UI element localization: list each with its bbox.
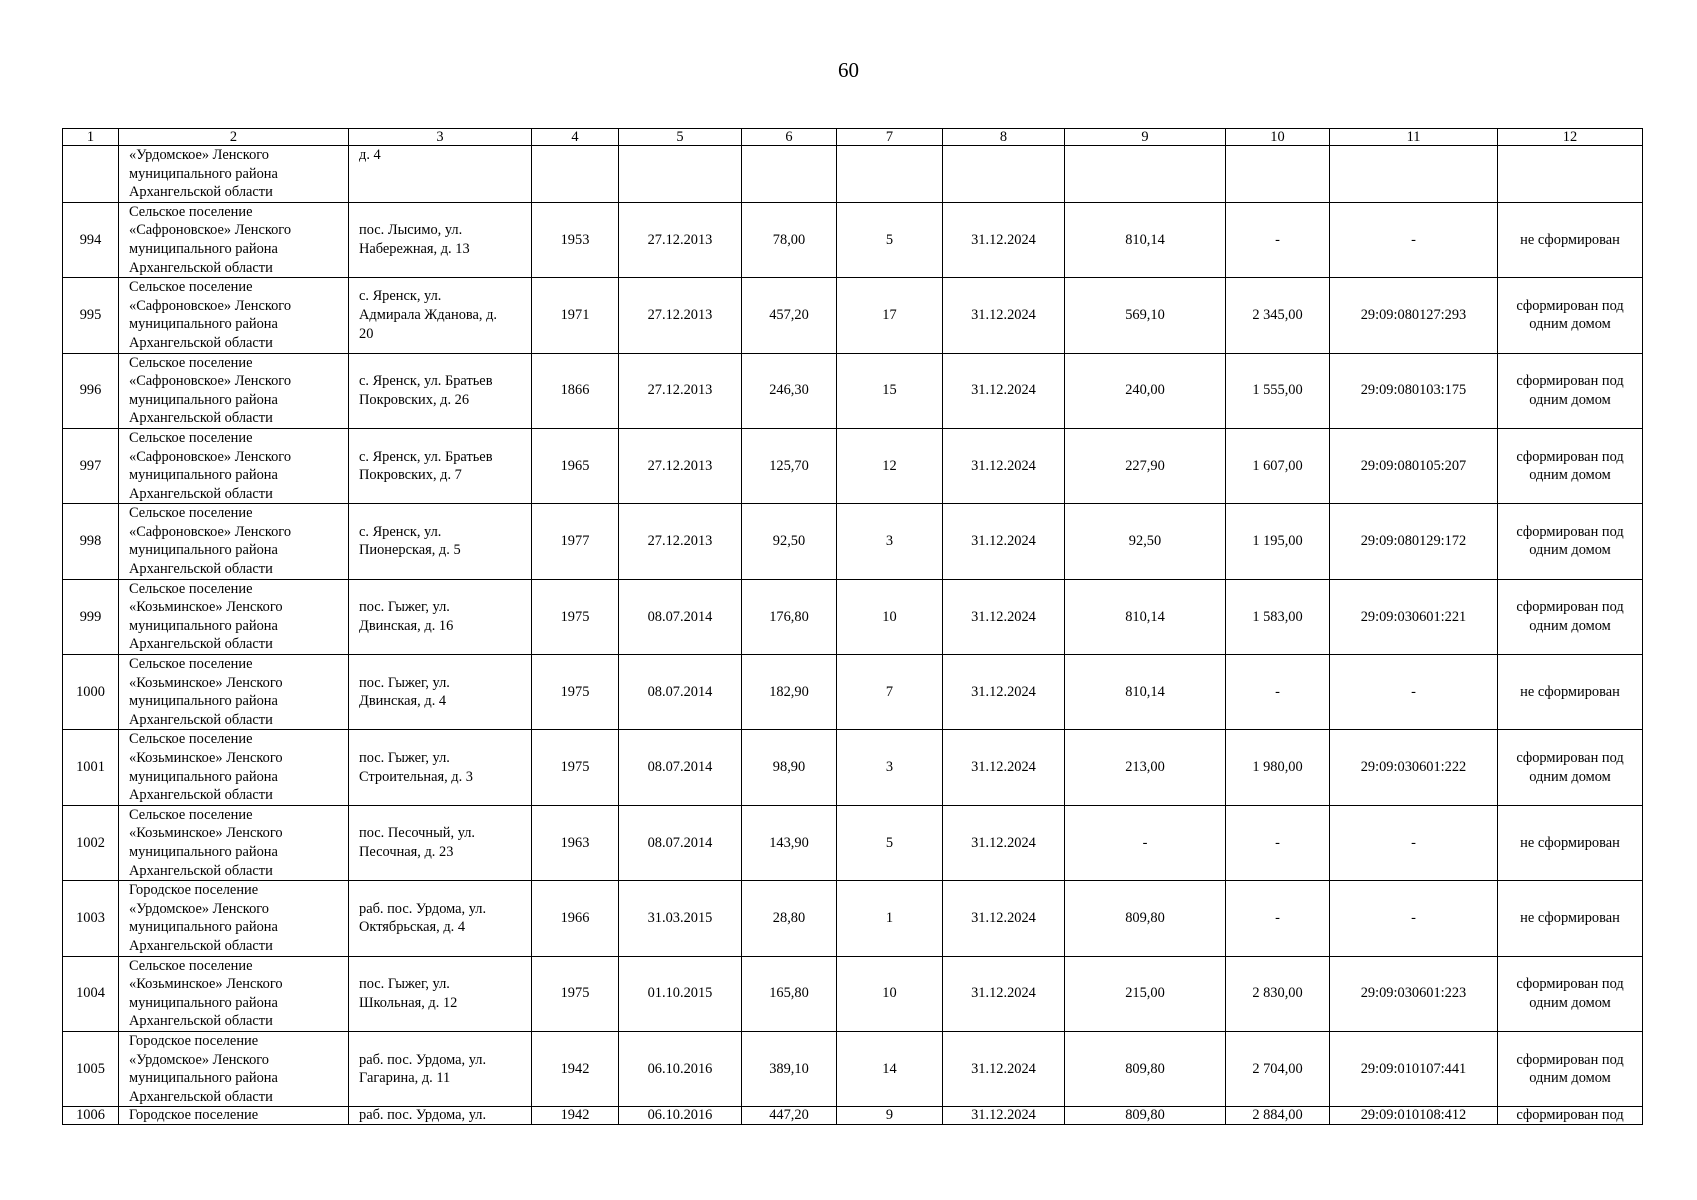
cell-year-built: 1977 bbox=[532, 504, 619, 579]
cell-land-area: 1 607,00 bbox=[1226, 428, 1330, 503]
cell-land-status bbox=[1498, 353, 1643, 428]
cell-residents: 12 bbox=[837, 428, 943, 503]
cell-number: 995 bbox=[63, 278, 119, 353]
cell-residents: 5 bbox=[837, 805, 943, 880]
cell-address bbox=[349, 202, 532, 277]
cell-number: 994 bbox=[63, 202, 119, 277]
column-header-10: 10 bbox=[1226, 129, 1330, 146]
cell-number: 998 bbox=[63, 504, 119, 579]
cell-cadastral-number: 29:09:080129:172 bbox=[1330, 504, 1498, 579]
cell-address-line: Набережная, д. 13 bbox=[359, 240, 470, 257]
cell-municipality bbox=[119, 579, 349, 654]
cell-land-area: - bbox=[1226, 881, 1330, 956]
cell-address-line: Покровских, д. 26 bbox=[359, 391, 470, 408]
cell-recognition-date: 27.12.2013 bbox=[619, 504, 742, 579]
cell-land-status-line: одним домом bbox=[1529, 467, 1611, 484]
cell-land-status-line: сформирован под bbox=[1516, 750, 1624, 766]
cell-municipality-line: Архангельской области bbox=[129, 259, 273, 276]
cell-address-line: Октябрьская, д. 4 bbox=[359, 919, 466, 936]
cell-year-built: 1965 bbox=[532, 428, 619, 503]
cell-planned-date: 31.12.2024 bbox=[943, 278, 1065, 353]
cell-municipality-line: Сельское поселение bbox=[129, 429, 253, 446]
cell-recognition-date: 01.10.2015 bbox=[619, 956, 742, 1031]
cell-year-built: 1866 bbox=[532, 353, 619, 428]
cell-year-built: 1975 bbox=[532, 655, 619, 730]
cell-address-line: Адмирала Жданова, д. bbox=[359, 307, 498, 324]
cell-address bbox=[349, 278, 532, 353]
cell-number: 1006 bbox=[63, 1107, 119, 1125]
cell-land-status bbox=[1498, 1031, 1643, 1106]
cell-municipality bbox=[119, 805, 349, 880]
cell-land-area: - bbox=[1226, 805, 1330, 880]
cell-cadastral-number: 29:09:080105:207 bbox=[1330, 428, 1498, 503]
cell-land-status-line: одним домом bbox=[1529, 316, 1611, 333]
cell-municipality bbox=[119, 428, 349, 503]
cell-municipality-line: Архангельской области bbox=[129, 862, 273, 879]
cell-municipality bbox=[119, 504, 349, 579]
column-header-11: 11 bbox=[1330, 129, 1498, 146]
cell-empty bbox=[742, 146, 837, 203]
cell-municipality-line: «Сафроновское» Ленского bbox=[129, 222, 292, 239]
cell-municipality-line: Сельское поселение bbox=[129, 279, 253, 296]
cell-recognition-date: 06.10.2016 bbox=[619, 1107, 742, 1125]
cell-recognition-date: 27.12.2013 bbox=[619, 428, 742, 503]
cell-address bbox=[349, 881, 532, 956]
column-header-5: 5 bbox=[619, 129, 742, 146]
cell-planned-date: 31.12.2024 bbox=[943, 805, 1065, 880]
cell-land-area: - bbox=[1226, 655, 1330, 730]
cell-land-status bbox=[1498, 730, 1643, 805]
cell-planned-date: 31.12.2024 bbox=[943, 1107, 1065, 1125]
cell-address-line: Строительная, д. 3 bbox=[359, 768, 474, 785]
cell-number: 996 bbox=[63, 353, 119, 428]
cell-year-built: 1966 bbox=[532, 881, 619, 956]
cell-cadastral-number: 29:09:010107:441 bbox=[1330, 1031, 1498, 1106]
cell-price: 569,10 bbox=[1065, 278, 1226, 353]
cell-cadastral-number: - bbox=[1330, 655, 1498, 730]
cell-municipality-line: муниципального района bbox=[129, 391, 278, 408]
cell-municipality-line: Архангельской области bbox=[129, 1013, 273, 1030]
cell-municipality-line: Городское поселение bbox=[129, 1107, 259, 1124]
cell-land-status-line: сформирован под bbox=[1516, 976, 1624, 993]
cell-municipality-line: «Козьминское» Ленского bbox=[129, 750, 283, 766]
cell-recognition-date: 27.12.2013 bbox=[619, 278, 742, 353]
page-number: 60 bbox=[838, 58, 859, 82]
cell-price: 809,80 bbox=[1065, 881, 1226, 956]
cell-municipality-line: Сельское поселение bbox=[129, 806, 253, 823]
cell-municipality-line: муниципального района bbox=[129, 693, 278, 710]
cell-empty bbox=[532, 146, 619, 203]
cell-land-area: 2 830,00 bbox=[1226, 956, 1330, 1031]
cell-number: 1002 bbox=[63, 805, 119, 880]
cell-planned-date: 31.12.2024 bbox=[943, 881, 1065, 956]
cell-address bbox=[349, 428, 532, 503]
cell-municipality-line: Архангельской области bbox=[129, 184, 273, 201]
cell-municipality bbox=[119, 278, 349, 353]
cell-residents: 1 bbox=[837, 881, 943, 956]
cell-cadastral-number: 29:09:080127:293 bbox=[1330, 278, 1498, 353]
cell-residents: 3 bbox=[837, 730, 943, 805]
cell-land-status-line: одним домом bbox=[1529, 617, 1611, 634]
table-row bbox=[63, 504, 1643, 579]
cell-area: 457,20 bbox=[742, 278, 837, 353]
cell-land-area: 1 980,00 bbox=[1226, 730, 1330, 805]
cell-land-area: 2 345,00 bbox=[1226, 278, 1330, 353]
cell-year-built: 1942 bbox=[532, 1107, 619, 1125]
cell-address-line: пос. Песочный, ул. bbox=[359, 825, 476, 842]
cell-planned-date: 31.12.2024 bbox=[943, 579, 1065, 654]
cell-recognition-date: 08.07.2014 bbox=[619, 805, 742, 880]
cell-residents: 7 bbox=[837, 655, 943, 730]
cell-empty bbox=[1330, 146, 1498, 203]
cell-address-line: Пионерская, д. 5 bbox=[359, 542, 461, 559]
cell-number: 1000 bbox=[63, 655, 119, 730]
cell-empty bbox=[1226, 146, 1330, 203]
cell-municipality-line: Сельское поселение bbox=[129, 203, 253, 220]
cell-municipality-line: муниципального района bbox=[129, 617, 278, 634]
table-row bbox=[63, 353, 1643, 428]
cell-municipality-line: Сельское поселение bbox=[129, 354, 253, 371]
cell-land-status bbox=[1498, 428, 1643, 503]
cell-empty bbox=[619, 146, 742, 203]
cell-municipality-line: «Козьминское» Ленского bbox=[129, 976, 283, 993]
cell-price: 809,80 bbox=[1065, 1031, 1226, 1106]
cell-price: 240,00 bbox=[1065, 353, 1226, 428]
cell-land-status bbox=[1498, 278, 1643, 353]
cell-address-line: пос. Гыжег, ул. bbox=[359, 674, 450, 691]
cell-area: 176,80 bbox=[742, 579, 837, 654]
cell-recognition-date: 08.07.2014 bbox=[619, 655, 742, 730]
cell-area: 246,30 bbox=[742, 353, 837, 428]
table-row bbox=[63, 1107, 1643, 1125]
column-header-9: 9 bbox=[1065, 129, 1226, 146]
cell-area: 143,90 bbox=[742, 805, 837, 880]
cell-municipality-line: муниципального района bbox=[129, 768, 278, 785]
cell-municipality-line: «Урдомское» Ленского bbox=[129, 900, 270, 917]
cell-residents: 9 bbox=[837, 1107, 943, 1125]
cell-year-built: 1953 bbox=[532, 202, 619, 277]
column-header-3: 3 bbox=[349, 129, 532, 146]
cell-municipality-line: «Козьминское» Ленского bbox=[129, 599, 283, 616]
cell-municipality-line: муниципального района bbox=[129, 1070, 278, 1087]
cell-land-status-line: одним домом bbox=[1529, 391, 1611, 408]
cell-address-line: пос. Гыжег, ул. bbox=[359, 976, 450, 993]
column-header-2: 2 bbox=[119, 129, 349, 146]
cell-municipality-line: «Сафроновское» Ленского bbox=[129, 373, 292, 390]
cell-municipality bbox=[119, 146, 349, 203]
cell-address bbox=[349, 1107, 532, 1125]
cell-address-line: пос. Гыжег, ул. bbox=[359, 599, 450, 616]
cell-municipality-line: Городское поселение bbox=[129, 882, 259, 899]
cell-area: 92,50 bbox=[742, 504, 837, 579]
cell-land-status-line: одним домом bbox=[1529, 994, 1611, 1011]
cell-municipality-line: Сельское поселение bbox=[129, 957, 253, 974]
cell-municipality-line: Городское поселение bbox=[129, 1032, 259, 1049]
cell-address-line: с. Яренск, ул. Братьев bbox=[359, 448, 493, 465]
cell-price: 213,00 bbox=[1065, 730, 1226, 805]
cell-land-status-line: сформирован под bbox=[1516, 297, 1624, 314]
cell-area: 78,00 bbox=[742, 202, 837, 277]
cell-municipality-line: Архангельской области bbox=[129, 711, 273, 728]
cell-address-line: Гагарина, д. 11 bbox=[359, 1070, 451, 1087]
cell-cadastral-number: - bbox=[1330, 202, 1498, 277]
column-header-7: 7 bbox=[837, 129, 943, 146]
cell-price: 92,50 bbox=[1065, 504, 1226, 579]
cell-land-status bbox=[1498, 805, 1643, 880]
cell-address-line: с. Яренск, ул. bbox=[359, 288, 442, 305]
cell-recognition-date: 27.12.2013 bbox=[619, 353, 742, 428]
cell-municipality bbox=[119, 730, 349, 805]
cell-number: 997 bbox=[63, 428, 119, 503]
cell-municipality-line: Архангельской области bbox=[129, 1088, 273, 1105]
cell-address bbox=[349, 504, 532, 579]
cell-address bbox=[349, 730, 532, 805]
cell-address bbox=[349, 1031, 532, 1106]
table-row bbox=[63, 1031, 1643, 1106]
cell-address bbox=[349, 655, 532, 730]
cell-number: 1005 bbox=[63, 1031, 119, 1106]
cell-address-line: Песочная, д. 23 bbox=[359, 843, 454, 860]
cell-planned-date: 31.12.2024 bbox=[943, 353, 1065, 428]
cell-municipality-line: Архангельской области bbox=[129, 485, 273, 502]
cell-municipality-line: муниципального района bbox=[129, 919, 278, 936]
cell-number bbox=[63, 146, 119, 203]
cell-land-area: 1 195,00 bbox=[1226, 504, 1330, 579]
cell-municipality-line: муниципального района bbox=[129, 240, 278, 257]
cell-municipality-line: муниципального района bbox=[129, 316, 278, 333]
cell-address-line: Двинская, д. 16 bbox=[359, 617, 454, 634]
housing-registry-table bbox=[62, 128, 1643, 1125]
cell-land-status-line: не сформирован bbox=[1520, 834, 1620, 851]
cell-land-status bbox=[1498, 1107, 1643, 1125]
cell-municipality-line: Сельское поселение bbox=[129, 580, 253, 597]
table-row-continuation bbox=[63, 146, 1643, 203]
cell-area: 389,10 bbox=[742, 1031, 837, 1106]
cell-land-area: 1 583,00 bbox=[1226, 579, 1330, 654]
cell-empty bbox=[1065, 146, 1226, 203]
cell-planned-date: 31.12.2024 bbox=[943, 428, 1065, 503]
table-body bbox=[63, 146, 1643, 1125]
cell-empty bbox=[943, 146, 1065, 203]
cell-land-status-line: сформирован под bbox=[1516, 1051, 1624, 1068]
column-header-6: 6 bbox=[742, 129, 837, 146]
cell-municipality-line: Архангельской области bbox=[129, 937, 273, 954]
column-header-4: 4 bbox=[532, 129, 619, 146]
cell-year-built: 1942 bbox=[532, 1031, 619, 1106]
cell-land-status bbox=[1498, 202, 1643, 277]
cell-year-built: 1975 bbox=[532, 730, 619, 805]
cell-address-line: раб. пос. Урдома, ул. bbox=[359, 1107, 487, 1124]
cell-residents: 3 bbox=[837, 504, 943, 579]
cell-number: 999 bbox=[63, 579, 119, 654]
cell-residents: 10 bbox=[837, 956, 943, 1031]
table-row bbox=[63, 428, 1643, 503]
cell-residents: 14 bbox=[837, 1031, 943, 1106]
cell-area: 28,80 bbox=[742, 881, 837, 956]
cell-number: 1004 bbox=[63, 956, 119, 1031]
cell-address-line: Двинская, д. 4 bbox=[359, 693, 447, 710]
cell-year-built: 1963 bbox=[532, 805, 619, 880]
cell-cadastral-number: 29:09:030601:221 bbox=[1330, 579, 1498, 654]
cell-municipality-line: муниципального района bbox=[129, 165, 278, 182]
cell-municipality bbox=[119, 956, 349, 1031]
cell-municipality-line: Архангельской области bbox=[129, 334, 273, 351]
cell-recognition-date: 27.12.2013 bbox=[619, 202, 742, 277]
cell-year-built: 1975 bbox=[532, 579, 619, 654]
cell-land-status-line: сформирован под bbox=[1516, 1107, 1624, 1124]
column-header-12: 12 bbox=[1498, 129, 1643, 146]
cell-planned-date: 31.12.2024 bbox=[943, 1031, 1065, 1106]
cell-planned-date: 31.12.2024 bbox=[943, 956, 1065, 1031]
cell-cadastral-number: 29:09:080103:175 bbox=[1330, 353, 1498, 428]
cell-municipality-line: муниципального района bbox=[129, 542, 278, 559]
cell-municipality bbox=[119, 202, 349, 277]
cell-price: 227,90 bbox=[1065, 428, 1226, 503]
cell-recognition-date: 31.03.2015 bbox=[619, 881, 742, 956]
cell-land-area: 2 704,00 bbox=[1226, 1031, 1330, 1106]
cell-land-status-line: сформирован под bbox=[1516, 599, 1624, 616]
cell-land-status-line: не сформирован bbox=[1520, 683, 1620, 700]
cell-price: 810,14 bbox=[1065, 202, 1226, 277]
cell-land-status-line: одним домом bbox=[1529, 768, 1611, 785]
cell-municipality-line: муниципального района bbox=[129, 843, 278, 860]
cell-land-area: - bbox=[1226, 202, 1330, 277]
cell-municipality-line: «Урдомское» Ленского bbox=[129, 1051, 270, 1068]
cell-address-line: с. Яренск, ул. Братьев bbox=[359, 373, 493, 390]
cell-address-line: раб. пос. Урдома, ул. bbox=[359, 900, 487, 917]
cell-land-status-line: не сформирован bbox=[1520, 910, 1620, 927]
cell-municipality-line: Архангельской области bbox=[129, 636, 273, 653]
cell-land-status bbox=[1498, 504, 1643, 579]
cell-cadastral-number: - bbox=[1330, 805, 1498, 880]
cell-residents: 5 bbox=[837, 202, 943, 277]
cell-price: 809,80 bbox=[1065, 1107, 1226, 1125]
cell-address-line: Школьная, д. 12 bbox=[359, 994, 458, 1011]
cell-land-status-line: сформирован под bbox=[1516, 448, 1624, 465]
cell-recognition-date: 06.10.2016 bbox=[619, 1031, 742, 1106]
cell-area: 182,90 bbox=[742, 655, 837, 730]
table-header bbox=[63, 129, 1643, 146]
cell-residents: 15 bbox=[837, 353, 943, 428]
cell-land-status-line: сформирован под bbox=[1516, 523, 1624, 540]
cell-land-area: 1 555,00 bbox=[1226, 353, 1330, 428]
cell-planned-date: 31.12.2024 bbox=[943, 504, 1065, 579]
cell-address bbox=[349, 805, 532, 880]
cell-municipality-line: муниципального района bbox=[129, 467, 278, 484]
cell-address-line: 20 bbox=[359, 325, 374, 342]
cell-residents: 17 bbox=[837, 278, 943, 353]
cell-price: 215,00 bbox=[1065, 956, 1226, 1031]
cell-municipality-line: Архангельской области bbox=[129, 787, 273, 804]
column-header-8: 8 bbox=[943, 129, 1065, 146]
cell-empty bbox=[1498, 146, 1643, 203]
cell-cadastral-number: 29:09:030601:222 bbox=[1330, 730, 1498, 805]
cell-address-line: Покровских, д. 7 bbox=[359, 467, 462, 484]
cell-municipality-line: «Урдомское» Ленского bbox=[129, 147, 270, 163]
cell-planned-date: 31.12.2024 bbox=[943, 730, 1065, 805]
cell-address-line: пос. Гыжег, ул. bbox=[359, 750, 450, 766]
cell-recognition-date: 08.07.2014 bbox=[619, 730, 742, 805]
cell-address bbox=[349, 579, 532, 654]
cell-price: - bbox=[1065, 805, 1226, 880]
cell-municipality bbox=[119, 1107, 349, 1125]
table-row bbox=[63, 202, 1643, 277]
cell-municipality-line: «Сафроновское» Ленского bbox=[129, 523, 292, 540]
cell-planned-date: 31.12.2024 bbox=[943, 655, 1065, 730]
cell-address bbox=[349, 956, 532, 1031]
table-row bbox=[63, 805, 1643, 880]
cell-year-built: 1971 bbox=[532, 278, 619, 353]
cell-land-status-line: не сформирован bbox=[1520, 231, 1620, 248]
cell-price: 810,14 bbox=[1065, 655, 1226, 730]
table-row bbox=[63, 956, 1643, 1031]
cell-cadastral-number: 29:09:010108:412 bbox=[1330, 1107, 1498, 1125]
cell-municipality bbox=[119, 655, 349, 730]
cell-municipality-line: Архангельской области bbox=[129, 561, 273, 578]
cell-address-line: д. 4 bbox=[359, 147, 381, 163]
cell-land-status bbox=[1498, 956, 1643, 1031]
cell-area: 125,70 bbox=[742, 428, 837, 503]
cell-number: 1003 bbox=[63, 881, 119, 956]
cell-residents: 10 bbox=[837, 579, 943, 654]
cell-cadastral-number: - bbox=[1330, 881, 1498, 956]
cell-planned-date: 31.12.2024 bbox=[943, 202, 1065, 277]
cell-cadastral-number: 29:09:030601:223 bbox=[1330, 956, 1498, 1031]
table-row bbox=[63, 579, 1643, 654]
cell-land-status bbox=[1498, 881, 1643, 956]
cell-municipality bbox=[119, 1031, 349, 1106]
table-row bbox=[63, 881, 1643, 956]
cell-municipality bbox=[119, 353, 349, 428]
table-row bbox=[63, 655, 1643, 730]
cell-address-line: пос. Лысимо, ул. bbox=[359, 222, 463, 239]
cell-land-area: 2 884,00 bbox=[1226, 1107, 1330, 1125]
cell-address bbox=[349, 353, 532, 428]
cell-empty bbox=[837, 146, 943, 203]
cell-land-status bbox=[1498, 655, 1643, 730]
cell-municipality bbox=[119, 881, 349, 956]
cell-municipality-line: «Козьминское» Ленского bbox=[129, 674, 283, 691]
cell-price: 810,14 bbox=[1065, 579, 1226, 654]
cell-address bbox=[349, 146, 532, 203]
cell-municipality-line: «Сафроновское» Ленского bbox=[129, 448, 292, 465]
header-row bbox=[63, 129, 1643, 146]
column-header-1: 1 bbox=[63, 129, 119, 146]
cell-municipality-line: Сельское поселение bbox=[129, 505, 253, 522]
cell-municipality-line: Сельское поселение bbox=[129, 656, 253, 673]
cell-land-status-line: одним домом bbox=[1529, 542, 1611, 559]
cell-address-line: с. Яренск, ул. bbox=[359, 523, 442, 540]
cell-municipality-line: Сельское поселение bbox=[129, 731, 253, 748]
cell-municipality-line: муниципального района bbox=[129, 994, 278, 1011]
table-row bbox=[63, 278, 1643, 353]
cell-municipality-line: Архангельской области bbox=[129, 410, 273, 427]
table-row bbox=[63, 730, 1643, 805]
cell-area: 165,80 bbox=[742, 956, 837, 1031]
cell-area: 98,90 bbox=[742, 730, 837, 805]
cell-number: 1001 bbox=[63, 730, 119, 805]
cell-municipality-line: «Козьминское» Ленского bbox=[129, 825, 283, 842]
cell-municipality-line: «Сафроновское» Ленского bbox=[129, 297, 292, 314]
cell-land-status bbox=[1498, 579, 1643, 654]
cell-address-line: раб. пос. Урдома, ул. bbox=[359, 1051, 487, 1068]
cell-land-status-line: одним домом bbox=[1529, 1070, 1611, 1087]
cell-recognition-date: 08.07.2014 bbox=[619, 579, 742, 654]
cell-area: 447,20 bbox=[742, 1107, 837, 1125]
cell-year-built: 1975 bbox=[532, 956, 619, 1031]
cell-land-status-line: сформирован под bbox=[1516, 373, 1624, 390]
